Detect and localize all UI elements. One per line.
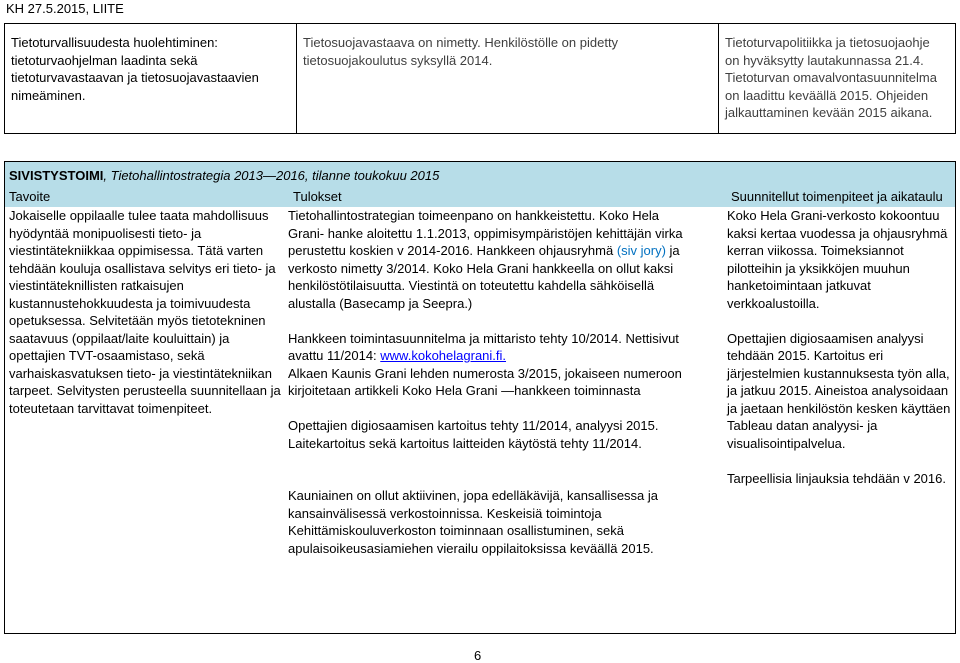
text-line: tehdään kouluja osallistava selvitys eri tieto- ja: [9, 260, 276, 276]
top-table-cell-goal: [5, 24, 297, 133]
text-line: tehdään 2015. Kartoitus eri: [727, 348, 884, 363]
text-line: alustalla (Basecamp ja Seepra.): [288, 295, 473, 311]
text-line: Jokaiselle oppilaalle tulee taata mahdollisuus: [9, 208, 269, 223]
text-line: tietosuojakoulutus syksyllä 2014.: [303, 52, 493, 68]
text-span: avattu 11/2014:: [288, 348, 381, 363]
paragraph-gap: [288, 470, 718, 488]
text-line: pilotteihin ja yksikköjen muuhun: [727, 260, 910, 276]
text-line: varhaiskasvatuksen tieto- ja viestintätekniikan: [9, 365, 273, 381]
goal-column: [9, 207, 285, 417]
text-line: Tietosuojavastaava on nimetty. Henkilöstölle on pidetty: [303, 35, 619, 50]
text-line: [288, 242, 718, 260]
text-line: on hyväksytty lautakunnassa 21.4.: [725, 52, 924, 68]
text-span: perustettu koskien v 2014-2016. Hankkeen ohjausryhmä: [288, 243, 617, 258]
text-line: viestintäteknillisten ratkaisujen: [9, 278, 184, 293]
text-line: Kauniainen on ollut aktiivinen, jopa edelläkävijä, kansallisessa ja: [288, 488, 659, 503]
header-goal: Tavoite: [9, 189, 51, 204]
text-line: Koko Hela Grani-verkosto kokoontuu: [727, 208, 940, 223]
website-link[interactable]: www.kokohelagrani.fi.: [380, 348, 507, 363]
text-line: opettajien TVT-osaamistaso, sekä: [9, 348, 205, 363]
text-line: opetuksessa. Selvitetään myös tietotekninen: [9, 313, 266, 328]
text-line: kerran viikossa. Toimeksiannot: [727, 243, 904, 258]
text-line: apulaisoikeusasiamiehen vierailu oppilaitoksissa keväällä 2015.: [288, 540, 654, 556]
text-line: saatavuus (oppilaat/laite kouluittain) ja: [9, 330, 230, 346]
text-line: kirjoitetaan artikkeli Koko Hela Grani —hankkeen toiminnasta: [288, 383, 641, 398]
section-title-rest: , Tietohallintostrategia 2013—2016, tilanne toukokuu 2015: [103, 168, 440, 183]
text-line: verkkoalustoilla.: [727, 295, 820, 311]
text-line: toteutetaan tarvittavat toimenpiteet.: [9, 400, 213, 416]
text-line: Opettajien digiosaamisen analyysi: [727, 330, 924, 346]
section-title-bold: SIVISTYSTOIMI: [9, 168, 104, 183]
header-results: Tulokset: [293, 189, 342, 204]
text-line: Tableau datan analyysi- ja: [727, 418, 878, 433]
text-line: Hankkeen toimintasuunnitelma ja mittaristo tehty 10/2014. Nettisivut: [288, 330, 679, 346]
text-line: kansainvälisessä verkostoinnissa. Keskeisiä toimintoja: [288, 505, 602, 521]
text-line: Grani- hanke aloitettu 1.1.2013, oppimisympäristöjen kehittäjän virka: [288, 225, 683, 241]
page-number: 6: [474, 648, 482, 663]
top-table-cell-actions: [719, 24, 955, 133]
text-line: kaksi kertaa vuodessa ja ohjausryhmä: [727, 225, 948, 241]
text-line: on laadittu keväällä 2015. Ohjeiden: [725, 87, 929, 103]
document-header: KH 27.5.2015, LIITE: [6, 1, 124, 16]
text-line: [288, 347, 718, 365]
text-line: järjestelmien kustannuksesta työn alla,: [727, 365, 950, 381]
text-line: Tietoturvapolitiikka ja tietosuojaohje: [725, 35, 930, 50]
paragraph-gap: [288, 452, 718, 470]
text-line: Laitekartoitus sekä kartoitus laitteiden käytöstä tehty 11/2014.: [288, 435, 642, 451]
text-line: jalkauttaminen kevään 2015 aikana.: [725, 105, 933, 120]
section-title: [5, 162, 955, 186]
text-line: tietoturvaohjelman laadinta sekä: [11, 52, 198, 68]
text-line: Kehittämiskouluverkoston toiminnaan osallistuminen, sekä: [288, 523, 625, 538]
text-line: henkilöstötilaisuutta. Viestintä on toteutettu kahdella sähköisellä: [288, 278, 655, 293]
paragraph-gap: [288, 400, 718, 418]
text-line: viestintätekniikkaa oppimisessa. Tätä varten: [9, 243, 264, 258]
text-line: Tietoturvan omavalvontasuunnitelma: [725, 70, 937, 85]
text-line: nimeäminen.: [11, 87, 86, 103]
header-actions: Suunnitellut toimenpiteet ja aikataulu: [731, 189, 943, 204]
committee-abbrev: (siv jory): [616, 243, 666, 258]
text-line: tietoturvavastaavan ja tietosuojavastaavien: [11, 70, 259, 85]
text-line: tarpeet. Selvitysten perusteella suunnitellaan ja: [9, 383, 281, 398]
text-line: Tietohallintostrategian toimeenpano on hankkeistettu. Koko Hela: [288, 208, 659, 223]
paragraph-gap: [727, 452, 953, 470]
text-line: visualisointipalvelua.: [727, 435, 846, 451]
text-line: Tarpeellisia linjauksia tehdään v 2016.: [727, 470, 946, 486]
text-line: Tietoturvallisuudesta huolehtiminen:: [11, 35, 218, 50]
top-table: [4, 23, 956, 134]
text-line: ja jaetaan henkilöstön kesken käyttäen: [727, 400, 951, 416]
text-line: kustannustehokkuudesta ja toimivuudesta: [9, 295, 251, 311]
text-line: ja jatkuu 2015. Aineistoa analysoidaan: [727, 383, 949, 398]
text-line: hanketoimintaan jatkuvat: [727, 278, 871, 293]
top-table-cell-results: [297, 24, 719, 133]
text-span: ja: [665, 243, 680, 258]
paragraph-gap: [727, 312, 953, 330]
text-line: hyödyntää monipuolisesti tieto- ja: [9, 225, 202, 241]
text-line: verkosto nimetty 3/2014. Koko Hela Grani hankkeella on ollut kaksi: [288, 260, 674, 276]
results-column: [288, 207, 718, 557]
paragraph-gap: [288, 312, 718, 330]
text-line: Opettajien digiosaamisen kartoitus tehty 11/2014, analyysi 2015.: [288, 418, 659, 433]
actions-column: [727, 207, 953, 487]
column-headers: [5, 186, 955, 207]
text-line: Alkaen Kaunis Grani lehden numerosta 3/2015, jokaiseen numeroon: [288, 365, 682, 381]
sivistystoimi-table: [4, 161, 956, 634]
